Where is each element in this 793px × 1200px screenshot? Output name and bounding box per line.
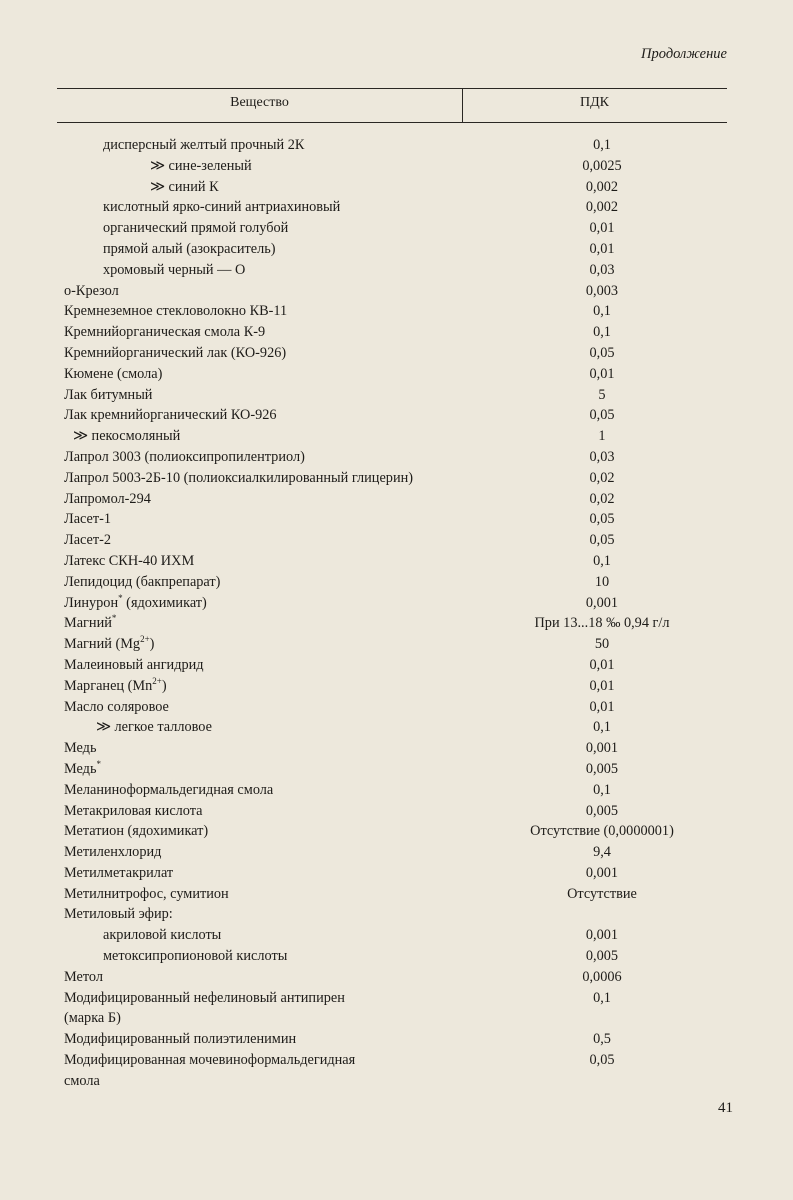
- table-row: [0, 197, 793, 218]
- table-row: [0, 426, 793, 447]
- table-row: [0, 655, 793, 676]
- substance-name-text: органический прямой голубой: [103, 220, 289, 237]
- substance-name-text: (марка Б): [64, 1010, 121, 1027]
- table-row: [0, 801, 793, 822]
- substance-name-text: о-Крезол: [64, 282, 119, 299]
- substance-name-text: Метиловый эфир:: [64, 906, 173, 923]
- table-row: [0, 447, 793, 468]
- substance-name: [64, 634, 154, 655]
- substance-name-text: Метилнитрофос, сумитион: [64, 885, 229, 902]
- substance-name-suffix: ): [149, 636, 155, 653]
- substance-name: [64, 1071, 100, 1092]
- substance-name: [103, 239, 276, 260]
- table-row: [0, 322, 793, 343]
- pdk-value: 0,03: [589, 448, 615, 465]
- pdk-value: 0,0006: [582, 968, 622, 985]
- substance-name-text: Латекс СКН-40 ИХМ: [64, 552, 195, 569]
- substance-name: [64, 489, 151, 510]
- substance-name-text: Медь: [64, 760, 97, 777]
- table-row: [0, 925, 793, 946]
- substance-name: [64, 301, 287, 322]
- substance-name: [64, 697, 169, 718]
- table-row: [0, 301, 793, 322]
- table-row: [0, 738, 793, 759]
- substance-name: [103, 135, 304, 156]
- substance-name: [64, 655, 204, 676]
- substance-name: [64, 1008, 121, 1029]
- substance-name-suffix: (ядохимикат): [122, 594, 207, 611]
- table-row: [0, 634, 793, 655]
- table-row: [0, 676, 793, 697]
- substance-name-text: Модифицированный нефелиновый антипирен: [64, 989, 345, 1006]
- column-header-substance: Вещество: [230, 95, 289, 110]
- table-row: [0, 697, 793, 718]
- table-row: [0, 717, 793, 738]
- substance-name-text: Лак кремнийорганический КО-926: [64, 407, 277, 424]
- table-row: [0, 759, 793, 780]
- table-row: [0, 468, 793, 489]
- substance-name: [64, 551, 194, 572]
- substance-name: [64, 842, 161, 863]
- pdk-value: 0,01: [589, 698, 615, 715]
- substance-name: [64, 364, 162, 385]
- substance-name: [64, 780, 273, 801]
- substance-name: [103, 946, 287, 967]
- substance-name-text: метоксипропионовой кислоты: [103, 948, 288, 965]
- pdk-value: 0,05: [589, 1052, 615, 1069]
- substance-name-text: Ласет-1: [64, 511, 112, 528]
- substance-name-text: Марганец (Mn: [64, 677, 153, 694]
- substance-name-text: кислотный ярко-синий антриахиновый: [103, 199, 341, 216]
- substance-name-text: Лапромол-294: [64, 490, 151, 507]
- substance-name: [64, 572, 220, 593]
- table-row: [0, 135, 793, 156]
- superscript-mark: *: [118, 592, 123, 603]
- table-row: [0, 530, 793, 551]
- substance-name: [64, 676, 167, 697]
- pdk-value: 0,005: [585, 760, 619, 777]
- substance-name: [64, 385, 152, 406]
- table-row: [0, 863, 793, 884]
- pdk-value: 0,1: [593, 552, 611, 569]
- table-row: [0, 1071, 793, 1092]
- pdk-value: 0,05: [589, 344, 615, 361]
- substance-name-text: Масло соляровое: [64, 698, 169, 715]
- table-row: [0, 385, 793, 406]
- pdk-value: 0,001: [585, 864, 619, 881]
- substance-name-text: Метатион (ядохимикат): [64, 823, 209, 840]
- pdk-value: 0,05: [589, 407, 615, 424]
- substance-name-text: Медь: [64, 740, 97, 757]
- substance-name: [64, 468, 413, 489]
- table-row: [0, 821, 793, 842]
- pdk-value: 0,01: [589, 656, 615, 673]
- pdk-value: 0,03: [589, 261, 615, 278]
- substance-name-text: Метилметакрилат: [64, 864, 174, 881]
- substance-name: [64, 613, 116, 634]
- continuation-label: Продолжение: [641, 46, 727, 62]
- table-row: [0, 281, 793, 302]
- pdk-value: 0,5: [593, 1031, 611, 1048]
- pdk-value: 0,05: [589, 511, 615, 528]
- substance-name-text: смола: [64, 1072, 100, 1089]
- substance-name-text: Лепидоцид (бакпрепарат): [64, 573, 221, 590]
- substance-name-text: Метакриловая кислота: [64, 802, 203, 819]
- substance-name-text: хромовый черный — О: [103, 261, 246, 278]
- substance-name: [64, 322, 265, 343]
- substance-name: [103, 925, 221, 946]
- page-number: 41: [718, 1100, 733, 1116]
- substance-name-text: Линурон: [64, 594, 119, 611]
- pdk-value: 0,001: [585, 740, 619, 757]
- substance-name: [73, 426, 180, 447]
- pdk-value: При 13...18 ‰ 0,94 г/л: [534, 615, 670, 632]
- substance-name-text: Метиленхлорид: [64, 844, 162, 861]
- superscript-mark: *: [111, 613, 117, 624]
- substance-name-text: ≫ легкое талловое: [96, 719, 212, 736]
- substance-name: [64, 801, 203, 822]
- table-row: [0, 509, 793, 530]
- substance-name-text: Лапрол 5003-2Б-10 (полиоксиалкилированный глицерин): [64, 469, 414, 486]
- substance-name-text: Ласет-2: [64, 532, 112, 549]
- substance-name-text: ≫ сине-зеленый: [150, 157, 252, 174]
- pdk-value: 0,01: [589, 677, 615, 694]
- substance-name: [64, 738, 96, 759]
- pdk-value: 0,1: [593, 719, 611, 736]
- substance-name-text: Магний (Mg: [64, 636, 141, 653]
- substance-name: [64, 281, 119, 302]
- substance-name-text: акриловой кислоты: [103, 927, 222, 944]
- substance-name: [64, 1050, 355, 1071]
- substance-name: [103, 197, 340, 218]
- substance-name-text: прямой алый (азокраситель): [103, 240, 276, 257]
- pdk-value: Отсутствие: [567, 885, 637, 902]
- pdk-value: Отсутствие (0,0000001): [530, 823, 674, 840]
- substance-name: [64, 988, 345, 1009]
- superscript-mark: *: [96, 759, 101, 770]
- table-row: [0, 364, 793, 385]
- substance-name-text: Лапрол 3003 (полиоксипропилентриол): [64, 448, 305, 465]
- substance-name: [64, 343, 286, 364]
- pdk-value: 0,001: [585, 594, 619, 611]
- pdk-value: 0,05: [589, 532, 615, 549]
- table-row: [0, 177, 793, 198]
- table-row: [0, 405, 793, 426]
- substance-name: [64, 1029, 296, 1050]
- pdk-value: 0,1: [593, 781, 611, 798]
- pdk-value: 0,002: [585, 178, 619, 195]
- table-row: [0, 988, 793, 1009]
- substance-name-text: Меланиноформальдегидная смола: [64, 781, 274, 798]
- table-row: [0, 904, 793, 925]
- table-row: [0, 946, 793, 967]
- substance-name: [64, 447, 305, 468]
- table-row: [0, 239, 793, 260]
- substance-name: [64, 904, 173, 925]
- pdk-value: 0,1: [593, 137, 611, 153]
- substance-name: [64, 530, 111, 551]
- pdk-value: 1: [598, 428, 606, 445]
- table-row: [0, 967, 793, 988]
- pdk-value: 0,01: [589, 365, 615, 382]
- table-row: [0, 551, 793, 572]
- pdk-value: 0,001: [585, 927, 619, 944]
- substance-name: [150, 177, 219, 198]
- substance-name-suffix: ): [161, 677, 167, 694]
- pdk-value: 0,01: [589, 220, 615, 237]
- substance-name: [103, 218, 288, 239]
- table-row: [0, 218, 793, 239]
- table-row: [0, 1050, 793, 1071]
- substance-name: [64, 759, 101, 780]
- superscript-mark: 2+: [152, 675, 162, 686]
- table-row: [0, 572, 793, 593]
- substance-name-text: Магний: [64, 615, 112, 632]
- table-body: [0, 135, 793, 1092]
- substance-name: [64, 821, 208, 842]
- substance-name-text: Лак битумный: [64, 386, 153, 403]
- table-row: [0, 593, 793, 614]
- substance-name-text: Кремнеземное стекловолокно КВ-11: [64, 303, 288, 320]
- substance-name: [64, 509, 111, 530]
- pdk-value: 0,002: [585, 199, 619, 216]
- substance-name: [96, 717, 212, 738]
- substance-name-text: Модифицированная мочевиноформальдегидная: [64, 1052, 356, 1069]
- table-row: [0, 1008, 793, 1029]
- substance-name: [103, 260, 245, 281]
- table-row: [0, 489, 793, 510]
- substance-name: [64, 884, 229, 905]
- substance-name: [150, 156, 252, 177]
- table-row: [0, 156, 793, 177]
- pdk-value: 0,0025: [582, 157, 622, 174]
- substance-name: [64, 863, 173, 884]
- pdk-value: 10: [594, 573, 610, 590]
- table-row: [0, 1029, 793, 1050]
- superscript-mark: 2+: [140, 634, 150, 645]
- table-row: [0, 260, 793, 281]
- table-row: [0, 842, 793, 863]
- pdk-value: 0,1: [593, 989, 611, 1006]
- pdk-value: 0,01: [589, 240, 615, 257]
- column-header-pdk: ПДК: [580, 95, 609, 110]
- pdk-value: 5: [598, 386, 606, 403]
- table-row: [0, 343, 793, 364]
- substance-name: [64, 593, 207, 614]
- substance-name-text: Модифицированный полиэтиленимин: [64, 1031, 297, 1048]
- substance-name-text: Малеиновый ангидрид: [64, 656, 204, 673]
- table-top-rule: [57, 88, 727, 89]
- pdk-value: 50: [594, 636, 610, 653]
- table-row: [0, 884, 793, 905]
- pdk-value: 0,02: [589, 490, 615, 507]
- substance-name: [64, 405, 277, 426]
- substance-name-text: Кремнийорганический лак (КО-926): [64, 344, 287, 361]
- pdk-value: 0,005: [585, 802, 619, 819]
- substance-name-text: ≫ пекосмоляный: [73, 428, 181, 445]
- table-row: [0, 780, 793, 801]
- substance-name-text: Метол: [64, 968, 104, 985]
- substance-name: [64, 967, 103, 988]
- pdk-value: 0,02: [589, 469, 615, 486]
- pdk-value: 0,003: [585, 282, 619, 299]
- pdk-value: 9,4: [593, 844, 611, 861]
- pdk-value: 0,005: [585, 948, 619, 965]
- substance-name-text: Кремнийорганическая смола К-9: [64, 324, 266, 341]
- pdk-value: 0,1: [593, 324, 611, 341]
- table-header-rule: [57, 122, 727, 123]
- pdk-value: 0,1: [593, 303, 611, 320]
- substance-name-text: дисперсный желтый прочный 2К: [103, 137, 305, 153]
- substance-name-text: Кюмене (смола): [64, 365, 163, 382]
- table-row: [0, 613, 793, 634]
- substance-name-text: ≫ синий К: [150, 178, 219, 195]
